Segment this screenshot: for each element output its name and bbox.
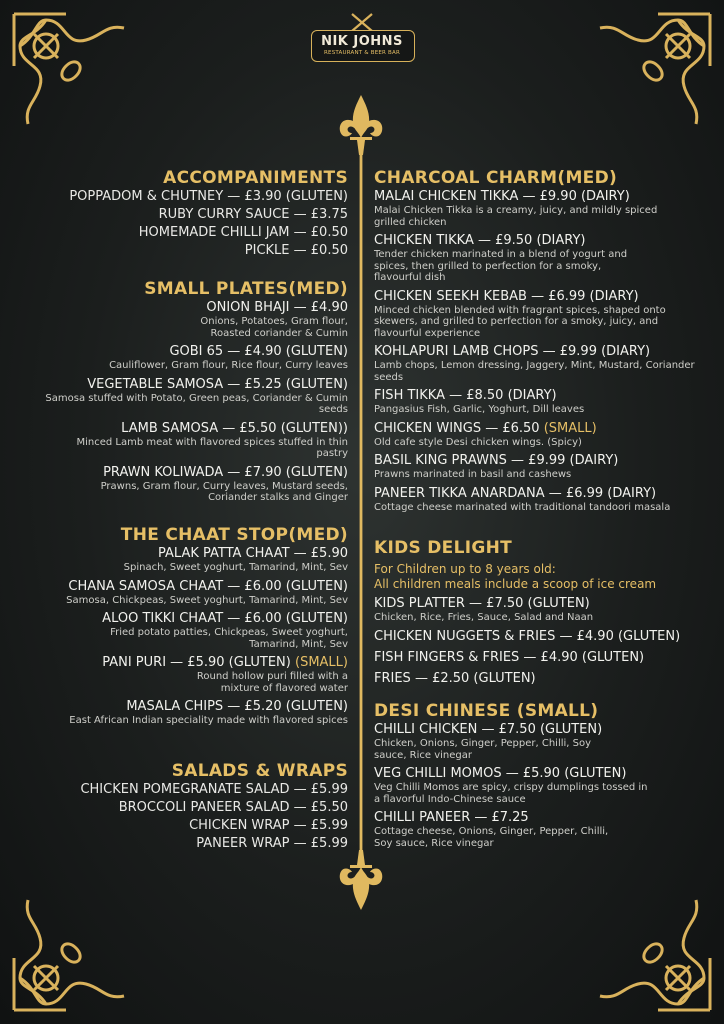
menu-item: RUBY CURRY SAUCE — £3.75: [158, 207, 348, 222]
menu-item-name: KIDS PLATTER — £7.50 (GLUTEN): [374, 596, 590, 611]
menu-item-name: KOHLAPURI LAMB CHOPS — £9.99 (DIARY): [374, 344, 651, 359]
section-title: THE CHAAT STOP(MED): [120, 525, 348, 545]
menu-item-name: CHICKEN SEEKH KEBAB — £6.99 (DIARY): [374, 288, 639, 304]
menu-item-name: PALAK PATTA CHAAT — £5.90: [158, 546, 348, 561]
menu-item-description: Fried potato patties, Chickpeas, Sweet yoghurt, Tamarind, Mint, Sev: [110, 627, 348, 650]
crossed-utensils-icon: [348, 12, 376, 32]
menu-item-description: Minced chicken blended with fragrant spices, shaped onto skewers, and grilled to perfection for a smoky, juicy, and flavourful experience: [374, 304, 666, 339]
menu-item-name: VEG CHILLI MOMOS — £5.90 (GLUTEN): [374, 766, 627, 781]
menu-item-description: Malai Chicken Tikka is a creamy, juicy, and mildly spiced grilled chicken: [374, 205, 658, 228]
menu-item-description: Cottage cheese, Onions, Ginger, Pepper, Chilli, Soy sauce, Rice vinegar: [374, 826, 609, 849]
corner-ornament-bottom-left: [6, 888, 136, 1018]
kids-note: For Children up to 8 years old:: [374, 562, 556, 576]
menu-item-name: [14, 654, 348, 671]
menu-item-description: Prawns marinated in basil and cashews: [374, 469, 572, 480]
menu-item: PICKLE — £0.50: [244, 243, 348, 258]
restaurant-logo: [307, 12, 417, 70]
chaat-stop-section: [14, 525, 348, 731]
menu-item-name: CHILLI CHICKEN — £7.50 (GLUTEN): [374, 722, 603, 737]
menu-item-description: East African Indian speciality made with flavored spices: [69, 715, 348, 726]
menu-item: CHICKEN POMEGRANATE SALAD — £5.99: [80, 782, 348, 797]
small-tag: (SMALL): [543, 420, 597, 436]
menu-item-name-text: CHICKEN WINGS — £6.50: [374, 420, 540, 436]
menu-item-name: GOBI 65 — £4.90 (GLUTEN): [169, 344, 348, 359]
menu-item-description: Minced Lamb meat with flavored spices stuffed in thin pastry: [76, 436, 348, 459]
menu-item-description: Cauliflower, Gram flour, Rice flour, Curry leaves: [109, 360, 348, 371]
menu-item-description: Pangasius Fish, Garlic, Yoghurt, Dill leaves: [374, 404, 585, 415]
menu-item-description: Cottage cheese marinated with traditional tandoori masala: [374, 501, 671, 513]
brand-name: NIK JOHNS: [321, 34, 403, 49]
menu-item: POPPADOM & CHUTNEY — £3.90 (GLUTEN): [69, 189, 348, 204]
brand-tagline: RESTAURANT & BEER BAR: [324, 50, 400, 56]
menu-item-name: CHICKEN NUGGETS & FRIES — £4.90 (GLUTEN): [374, 628, 681, 644]
menu-item-name: ONION BHAJI — £4.90: [206, 300, 348, 315]
menu-item: PANEER WRAP — £5.99: [196, 836, 348, 851]
menu-item-description: Tender chicken marinated in a blend of yogurt and spices, then grilled to perfection for a smoky, flavourful dish: [374, 249, 628, 283]
corner-ornament-top-left: [6, 6, 136, 136]
menu-item: HOMEMADE CHILLI JAM — £0.50: [138, 225, 348, 240]
menu-item-description: Spinach, Sweet yoghurt, Tamarind, Mint, Sev: [123, 562, 348, 573]
menu-item-name: CHICKEN TIKKA — £9.50 (DIARY): [374, 233, 586, 248]
menu-item-name-text: PANI PURI — £5.90 (GLUTEN): [102, 655, 291, 670]
section-title: DESI CHINESE (SMALL): [374, 701, 599, 721]
menu-item-name: CHILLI PANEER — £7.25: [374, 810, 529, 825]
menu-item-description: Old cafe style Desi chicken wings. (Spicy): [374, 436, 582, 448]
corner-ornament-top-right: [588, 6, 718, 136]
menu-item-name: FRIES — £2.50 (GLUTEN): [374, 670, 536, 686]
menu-item-description: Chicken, Onions, Ginger, Pepper, Chilli, Soy sauce, Rice vinegar: [374, 738, 592, 761]
menu-item-name: MASALA CHIPS — £5.20 (GLUTEN): [126, 699, 348, 714]
menu-item: CHICKEN WRAP — £5.99: [189, 818, 348, 833]
menu-item-description: Round hollow puri filled with a mixture of flavored water: [196, 671, 348, 694]
menu-item-description: Onions, Potatoes, Gram flour, Roasted coriander & Cumin: [200, 316, 348, 339]
menu-item-description: Chicken, Rice, Fries, Sauce, Salad and Naan: [374, 612, 594, 623]
menu-item-description: Lamb chops, Lemon dressing, Jaggery, Mint, Mustard, Coriander seeds: [374, 360, 695, 383]
menu-item-name: [374, 420, 708, 437]
menu-item-name: BASIL KING PRAWNS — £9.99 (DAIRY): [374, 453, 619, 468]
kids-delight-section: [374, 538, 708, 691]
menu-item-name: FISH FINGERS & FRIES — £4.90 (GLUTEN): [374, 649, 645, 665]
accompaniments-section: [14, 168, 348, 260]
menu-item: BROCCOLI PANEER SALAD — £5.50: [118, 800, 348, 815]
small-plates-section: [14, 279, 348, 508]
kids-note: All children meals include a scoop of ice cream: [374, 577, 657, 591]
menu-item-name: PRAWN KOLIWADA — £7.90 (GLUTEN): [103, 464, 348, 480]
menu-item-name: FISH TIKKA — £8.50 (DIARY): [374, 388, 557, 403]
menu-item-description: Samosa stuffed with Potato, Green peas, Coriander & Cumin seeds: [45, 392, 348, 415]
section-title: KIDS DELIGHT: [374, 538, 513, 558]
menu-item-name: ALOO TIKKI CHAAT — £6.00 (GLUTEN): [102, 611, 348, 626]
menu-item-name: CHANA SAMOSA CHAAT — £6.00 (GLUTEN): [68, 578, 348, 594]
section-title: ACCOMPANIMENTS: [163, 168, 348, 188]
section-title: SALADS & WRAPS: [171, 761, 348, 781]
salads-wraps-section: [14, 761, 348, 853]
section-title: CHARCOAL CHARM(MED): [374, 168, 618, 188]
corner-ornament-bottom-right: [588, 888, 718, 1018]
menu-item-description: Samosa, Chickpeas, Sweet yoghurt, Tamarind, Mint, Sev: [66, 594, 348, 606]
small-tag: (SMALL): [295, 655, 348, 670]
menu-item-name: PANEER TIKKA ANARDANA — £6.99 (DAIRY): [374, 485, 657, 501]
menu-item-name: LAMB SAMOSA — £5.50 (GLUTEN)): [121, 420, 348, 436]
desi-chinese-section: [374, 701, 708, 853]
menu-item-description: Prawns, Gram flour, Curry leaves, Mustard seeds, Coriander stalks and Ginger: [100, 480, 348, 503]
menu-item-description: Veg Chilli Momos are spicy, crispy dumplings tossed in a flavorful Indo-Chinese sauce: [374, 782, 648, 805]
charcoal-charm-section: [374, 168, 708, 517]
menu-item-name: MALAI CHICKEN TIKKA — £9.90 (DAIRY): [374, 189, 630, 204]
section-title: SMALL PLATES(MED): [144, 279, 348, 299]
menu-item-name: VEGETABLE SAMOSA — £5.25 (GLUTEN): [87, 376, 348, 392]
